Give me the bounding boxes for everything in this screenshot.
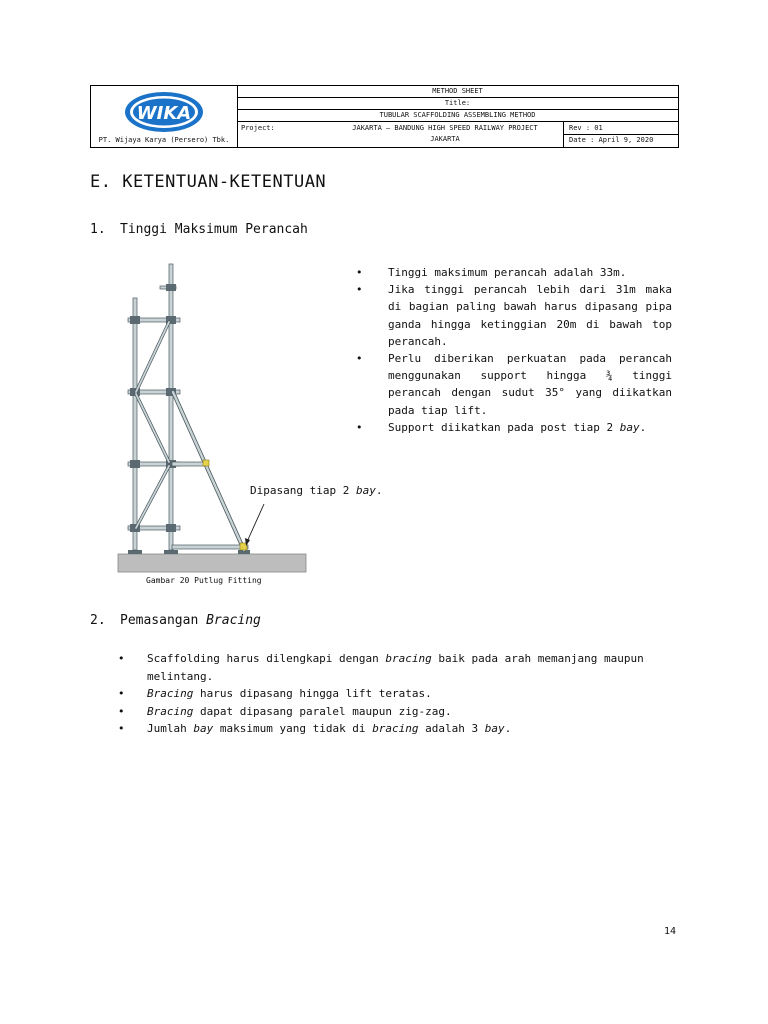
callout-arrow bbox=[246, 504, 264, 544]
wika-logo bbox=[123, 90, 205, 134]
bottom-tube bbox=[172, 545, 248, 549]
list-item: • Bracing harus dipasang hingga lift teratas. bbox=[118, 685, 688, 703]
doc-type: METHOD SHEET bbox=[237, 86, 678, 98]
base-plate bbox=[164, 550, 178, 554]
subsection-number: 1. bbox=[90, 222, 106, 237]
subsection-text: Pemasangan bbox=[120, 613, 207, 628]
project-block bbox=[237, 122, 678, 147]
putlog-fitting bbox=[203, 460, 209, 466]
list-item: • Jumlah bay maksimum yang tidak di bracing adalah 3 bay. bbox=[118, 720, 688, 738]
list-item: • Tinggi maksimum perancah adalah 33m. bbox=[356, 264, 672, 281]
section-title: E. KETENTUAN-KETENTUAN bbox=[90, 172, 327, 192]
list-item: • Support diikatkan pada post tiap 2 bay. bbox=[356, 419, 672, 436]
figure-callout bbox=[250, 484, 382, 497]
callout-text: Dipasang tiap 2 bbox=[250, 484, 356, 497]
base-plate bbox=[128, 550, 142, 554]
list-item: • Bracing dapat dipasang paralel maupun zig-zag. bbox=[118, 703, 688, 721]
list-item: • Scaffolding harus dilengkapi dengan bracing baik pada arah memanjang maupun melintang. bbox=[118, 650, 688, 685]
doc-title: TUBULAR SCAFFOLDING ASSEMBLING METHOD bbox=[237, 110, 678, 122]
callout-italic: bay bbox=[355, 484, 376, 497]
project-name: JAKARTA – BANDUNG HIGH SPEED RAILWAY PROJECT bbox=[352, 124, 538, 132]
requirements-list-2 bbox=[118, 650, 688, 738]
logo-text: WIKA bbox=[136, 103, 192, 124]
tie-tube bbox=[172, 462, 206, 466]
title-label: Title: bbox=[237, 98, 678, 110]
company-name: PT. Wijaya Karya (Persero) Tbk. bbox=[98, 136, 230, 144]
method-sheet-header bbox=[90, 85, 679, 148]
revision: Rev : 01 bbox=[569, 124, 603, 132]
date: Date : April 9, 2020 bbox=[569, 136, 654, 144]
list-item: • Perlu diberikan perkuatan pada perancah menggunakan support hingga ¾ tinggi perancah dengan sudut 35° yang diikatkan pada tiap lift. bbox=[356, 350, 672, 419]
standard-post bbox=[169, 264, 173, 550]
subsection-number: 2. bbox=[90, 613, 106, 628]
divider bbox=[563, 134, 678, 135]
subsection-1-title bbox=[90, 222, 308, 237]
subsection-text: Tinggi Maksimum Perancah bbox=[120, 222, 308, 237]
project-city: JAKARTA bbox=[430, 135, 460, 143]
figure-caption: Gambar 20 Putlug Fitting bbox=[146, 576, 262, 585]
callout-end: . bbox=[375, 484, 383, 497]
requirements-list-1 bbox=[356, 264, 672, 436]
page-number: 14 bbox=[664, 926, 677, 937]
subsection-2-title bbox=[90, 613, 261, 628]
project-label: Project: bbox=[241, 124, 275, 132]
scaffold-figure bbox=[112, 256, 312, 576]
subsection-italic: Bracing bbox=[206, 613, 261, 628]
standard-post bbox=[133, 298, 137, 550]
ground-slab bbox=[118, 554, 306, 572]
list-item: • Jika tinggi perancah lebih dari 31m maka di bagian paling bawah harus dipasang pipa ganda hingga ketinggian 20m di bawah top perancah. bbox=[356, 281, 672, 350]
logo-cell bbox=[91, 86, 238, 147]
